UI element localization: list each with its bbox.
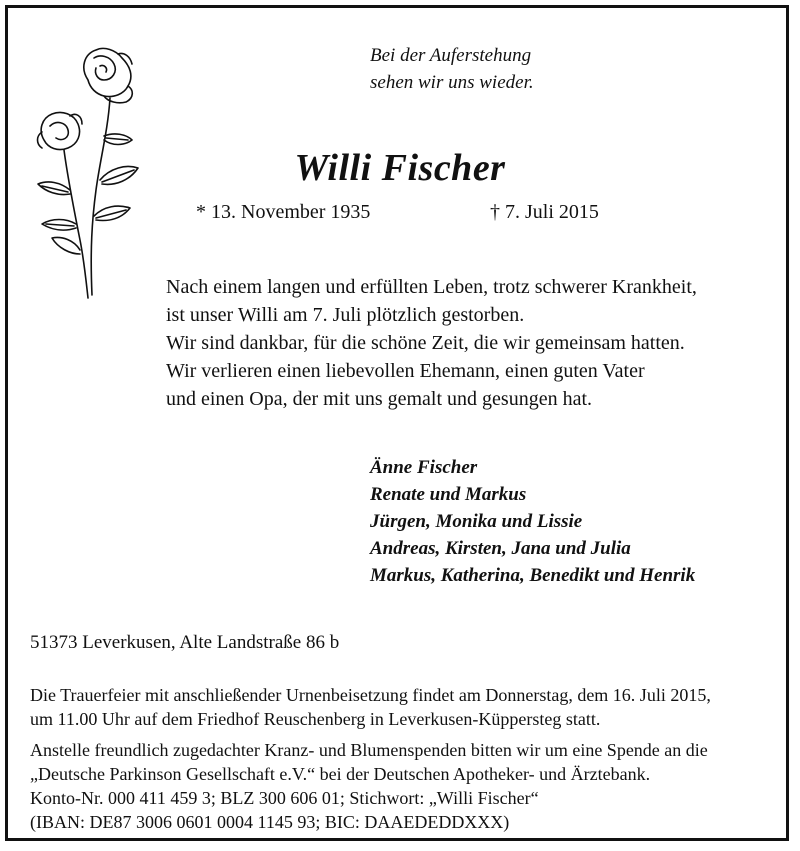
message-line: Wir sind dankbar, für die schöne Zeit, die wir gemeinsam hatten. <box>166 332 685 354</box>
signer: Markus, Katherina, Benedikt und Henrik <box>370 565 696 586</box>
birth-date: * 13. November 1935 <box>196 201 371 223</box>
donation-line: (IBAN: DE87 3006 0601 0004 1145 93; BIC: DAAEDEDDXXX) <box>30 812 510 832</box>
donation-line: Konto-Nr. 000 411 459 3; BLZ 300 606 01; Stichwort: „Willi Fischer“ <box>30 788 539 808</box>
quote-line: sehen wir uns wieder. <box>370 72 534 93</box>
message-line: ist unser Willi am 7. Juli plötzlich gestorben. <box>166 304 525 326</box>
quote-line: Bei der Auferstehung <box>370 45 532 66</box>
donation-info <box>30 738 708 834</box>
message-line: Nach einem langen und erfüllten Leben, trotz schwerer Krankheit, <box>166 276 697 298</box>
signer: Änne Fischer <box>370 457 478 478</box>
message-line: und einen Opa, der mit uns gemalt und gesungen hat. <box>166 388 593 410</box>
memorial-message <box>166 273 697 413</box>
message-line: Wir verlieren einen liebevollen Ehemann, einen guten Vater <box>166 360 645 382</box>
family-signers <box>370 454 695 589</box>
signer: Renate und Markus <box>370 484 527 505</box>
signer: Andreas, Kirsten, Jana und Julia <box>370 538 631 559</box>
ceremony-line: um 11.00 Uhr auf dem Friedhof Reuschenberg in Leverkusen-Küppersteg statt. <box>30 709 601 729</box>
deceased-name: Willi Fischer <box>294 147 506 189</box>
ceremony-line: Die Trauerfeier mit anschließender Urnenbeisetzung findet am Donnerstag, dem 16. Juli 2015, <box>30 685 711 705</box>
quote <box>370 42 534 96</box>
signer: Jürgen, Monika und Lissie <box>370 511 583 532</box>
family-address: 51373 Leverkusen, Alte Landstraße 86 b <box>30 632 340 653</box>
funeral-ceremony-info <box>30 683 711 731</box>
donation-line: „Deutsche Parkinson Gesellschaft e.V.“ bei der Deutschen Apotheker- und Ärztebank. <box>30 764 651 784</box>
death-date: † 7. Juli 2015 <box>490 201 599 223</box>
donation-line: Anstelle freundlich zugedachter Kranz- und Blumenspenden bitten wir um eine Spende an die <box>30 740 708 760</box>
